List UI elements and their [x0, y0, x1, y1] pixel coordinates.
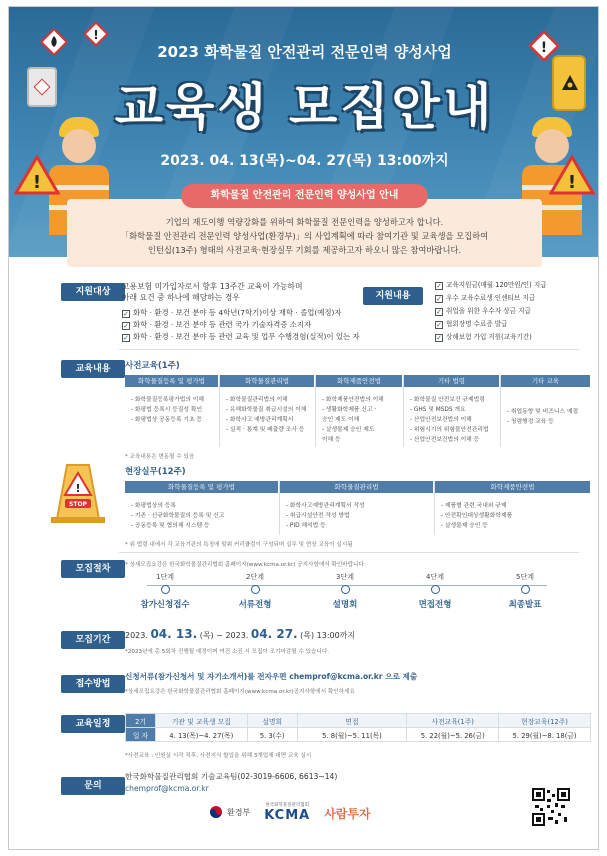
col-item: - 화평법 등록시 등질성 확인: [131, 407, 203, 413]
qr-code-icon[interactable]: [531, 787, 571, 827]
col-head: 화학물질등록 및 평가법: [125, 481, 278, 493]
table-header: 사전교육(1주): [407, 714, 499, 728]
step-dot: [161, 585, 170, 594]
label-apply: 접수방법: [61, 675, 125, 693]
schedule-note: *사전교육 : 인원실 시작 직후, 사전지식 합입을 위해 3개업체 대면 교육 실시: [125, 753, 312, 759]
col-item: - 기존 · 신규화학물질의 등록 및 신고: [131, 513, 225, 519]
logo-people: [324, 803, 370, 822]
logo-text: KCMA: [264, 807, 311, 823]
recruit-date: 2023. 04. 13(목)~04. 27(목) 13:00까지: [160, 153, 449, 169]
col-item: - 제품별 관련 국내외 규제: [441, 503, 507, 509]
table-cell: 5. 29(월)~8. 18(금): [499, 728, 591, 742]
apply-text: 신청서류(참가신청서 및 자기소개서)를 전자우편 chemprof@kcma.or.kr 으로 제출: [125, 672, 418, 681]
col-item: - 산업안전보건법의 이해: [410, 417, 472, 423]
table-cell: 4. 13(목)~4. 27(목): [155, 728, 247, 742]
pre-education-grid: [125, 375, 591, 447]
procedure-step: [305, 572, 385, 610]
check-icon: ✓: [436, 282, 442, 290]
col-item: - 취업동향 및 비즈니스 예절: [507, 409, 579, 415]
svg-text:!: !: [32, 172, 42, 193]
procedure-step: [485, 572, 565, 610]
field-education-title: 현장실무(12주): [125, 467, 186, 477]
svg-text:!: !: [540, 40, 548, 56]
procedure-steps: [125, 572, 565, 622]
step-name: 참가신청접수: [140, 600, 190, 610]
label-period: 모집기간: [61, 631, 125, 649]
step-number: 5단계: [516, 573, 534, 581]
check-icon: ✓: [123, 310, 129, 318]
col-item: - 실적 · 통계 및 배출량 조사 등: [226, 427, 305, 433]
stop-sign-icon: [45, 459, 111, 525]
col-item: - 화학물질관리법의 이해: [226, 397, 288, 403]
table-header: 기관 및 교육생 모집: [155, 714, 247, 728]
pre-col: [316, 375, 404, 447]
col-item: - 화학사고예방관리계획서 작성: [286, 503, 365, 509]
col-head: 화학물질등록 및 평가법: [125, 375, 218, 387]
step-number: 1단계: [156, 573, 174, 581]
section-pill: 화학물질 안전관리 전문인력 양성사업 안내: [181, 184, 428, 208]
step-number: 2단계: [246, 573, 264, 581]
step-number: 4단계: [426, 573, 444, 581]
label-benefits: 지원내용: [363, 287, 423, 305]
intro-line: 인턴십(13주) 형태의 사전교육·현장실무 기회를 제공하고자 하오니 많은 참여바랍니다.: [147, 245, 462, 255]
col-head: 화학제품안전법: [316, 375, 402, 387]
col-item: - 생활화학제품 신고 ·: [322, 407, 377, 413]
col-item: 승인 제도 이해: [322, 417, 360, 423]
step-name: 설명회: [332, 600, 358, 610]
label-support-target: 지원대상: [61, 283, 125, 301]
col-item: - PID 해석법 등: [286, 523, 326, 529]
step-dot: [521, 585, 530, 594]
svg-text:!: !: [93, 28, 99, 42]
check-icon: ✓: [436, 308, 442, 316]
col-item: - GHS 및 MSDS 개요: [410, 407, 466, 413]
svg-text:!: !: [75, 482, 81, 495]
procedure-step: [395, 572, 475, 610]
intro-line: 「화학물질 안전관리 전문인력 양성사업(환경부)」의 사업계획에 따라 참여기관 및 교육생을 모집하여: [120, 231, 489, 241]
check-icon: ✓: [123, 322, 129, 330]
support-line: 고용보험 미가입자로서 향후 13주간 교육이 가능하며: [122, 282, 303, 291]
table-cell: 일 자: [126, 728, 156, 742]
label-schedule: 교육일정: [61, 715, 125, 733]
step-dot: [341, 585, 350, 594]
check-icon: ✓: [436, 321, 442, 329]
contact-line: 한국화학물질관리협회 기술교육팀(02-3019-6606, 6613~14): [125, 772, 338, 781]
table-cell: 5. 3(수): [247, 728, 297, 742]
step-name: 최종발표: [508, 600, 542, 610]
page-title: 교육생 모집안내: [114, 78, 495, 136]
pre-col: [125, 375, 220, 447]
col-item: 이해 등: [322, 437, 341, 443]
col-head: 화학제품안전법: [435, 481, 590, 493]
col-item: - 안전확인대상생활화학제품: [441, 513, 513, 519]
pre-col: [404, 375, 501, 447]
col-item: - 산업안전보건법의 이해 등: [410, 437, 480, 443]
logo-text: 한국화학물질관리협회: [265, 802, 309, 808]
field-col: [280, 481, 435, 535]
benefit-item: ✓ 상해보험 가입 지원(교육기간): [436, 333, 532, 342]
intro-line: 기업의 재도이행 역량강화를 위하여 화학물질 전문인력을 양성하고자 합니다.: [165, 217, 444, 227]
logo-text: 사람투자: [324, 806, 371, 821]
footer-logos: [209, 797, 439, 827]
period-text: 2023. 04. 13. (목) ~ 2023. 04. 27. (목) 13:00까지: [125, 627, 356, 641]
taegeuk-icon: [209, 805, 223, 819]
col-item: - 화평법상의 등록: [131, 503, 176, 509]
col-item: - 살생물제 승인 제도: [322, 427, 375, 433]
logo-kcma: [264, 802, 310, 823]
step-name: 면접전형: [418, 600, 452, 610]
table-header: 면접: [297, 714, 407, 728]
col-head: 기타 교육: [501, 375, 590, 387]
svg-text:STOP: STOP: [69, 501, 87, 508]
benefit-item: ✓ 우수 교육수료생 인센티브 지급: [436, 294, 536, 303]
schedule-table: [125, 713, 591, 742]
pre-col: [501, 375, 591, 447]
step-dot: [251, 585, 260, 594]
field-col: [435, 481, 591, 535]
col-item: - 공동등록 및 협의체 시스템 등: [131, 523, 210, 529]
check-icon: ✓: [436, 295, 442, 303]
step-number: 3단계: [336, 573, 354, 581]
label-contact: 문의: [61, 777, 125, 795]
field-education-grid: [125, 481, 591, 535]
benefit-item: ✓ 취업을 위한 우수자 상금 지급: [436, 307, 531, 316]
poster: [8, 6, 599, 850]
col-item: - 화학사고 예방관리계획서: [226, 417, 294, 423]
table-cell: 5. 8(월)~5. 11(목): [297, 728, 407, 742]
col-item: - 화학제품안전법의 이해: [322, 397, 384, 403]
field-col: [125, 481, 280, 535]
benefit-item: ✓ 협회장명 수료증 발급: [436, 320, 508, 329]
check-icon: ✓: [123, 334, 129, 342]
col-item: - 화학물질 안전보건 규제법령: [410, 397, 485, 403]
benefit-item: ✓ 교육지원금(매월 120만원/인) 지급: [436, 281, 547, 290]
col-item: - 살생물제 승인 등: [441, 523, 488, 529]
period-note: *2023년에 총 5회차 진행될 예정이며 여건 소진 시 모집이 조기마감될 수 있습니다.: [125, 649, 330, 655]
label-education: 교육내용: [61, 360, 125, 378]
apply-note: *상세모집요강은 한국화학물질관리협회 홈페이지(www.kcma.or.kr)공지사항에서 확인하세요: [125, 689, 355, 695]
support-check: ✓ 화학 · 환경 · 보건 분야 등 4학년(7학기)이상 재학 · 졸업(예정)자: [123, 308, 342, 318]
col-item: - 화평법상 공동등록 기초 등: [131, 417, 203, 423]
step-dot: [431, 585, 440, 594]
support-check: ✓ 화학 · 환경 · 보건 분야 등 관련 국가 기술자격증 소지자: [123, 320, 312, 330]
svg-text:!: !: [567, 172, 577, 193]
col-item: - 화학물질등록평가법의 이해: [131, 397, 204, 403]
col-head: 화학물질관리법: [280, 481, 433, 493]
table-header: 현장교육(12주): [499, 714, 591, 728]
table-cell: 5. 22(월)~5. 26(금): [407, 728, 499, 742]
support-check: ✓ 화학 · 환경 · 보건 분야 등 관련 교육 및 업무 수행경험(실적)이 있는 자: [123, 332, 360, 342]
logo-ministry: [209, 805, 250, 819]
procedure-step: [125, 572, 205, 610]
procedure-note: * 상세모집요강은 한국화학물질관리협회 홈페이지(www.kcma.or.kr) 공지사항에서 확인바랍니다: [125, 562, 364, 568]
pre-col: [220, 375, 316, 447]
procedure-step: [215, 572, 295, 610]
col-item: - 청렴행정 교육 등: [507, 419, 554, 425]
col-head: 기타 법령: [404, 375, 499, 387]
pre-education-title: 사전교육(1주): [125, 361, 180, 371]
check-icon: ✓: [436, 334, 442, 342]
col-item: - 취급시설안전 작성 방법: [286, 513, 350, 519]
support-line: 아래 요건 중 하나에 해당하는 경우: [122, 293, 240, 302]
table-row: [126, 728, 591, 742]
pre-education-note: * 교육내용은 변동될 수 있음: [125, 454, 195, 460]
col-head: 화학물질관리법: [220, 375, 314, 387]
table-header: 2기: [126, 714, 156, 728]
logo-text: 환경부: [227, 807, 251, 817]
contact-email[interactable]: chemprof@kcma.or.kr: [125, 784, 209, 793]
field-education-note: * 위 법령 내에서 각 교육기관의 특징에 맞춰 커리큘럼이 구성되며 실무 및 현장 교육이 실시됨: [125, 542, 353, 548]
step-name: 서류전형: [238, 600, 272, 610]
table-row: [126, 714, 591, 728]
col-item: - 유해화학물질 취급시설의 이해: [226, 407, 307, 413]
col-item: - 위험시기의 위험물안전관리법: [410, 427, 489, 433]
table-header: 설명회: [247, 714, 297, 728]
intro-box: [67, 199, 542, 267]
header-subtitle: 2023 화학물질 안전관리 전문인력 양성사업: [157, 43, 452, 61]
label-procedure: 모집절차: [61, 560, 125, 578]
